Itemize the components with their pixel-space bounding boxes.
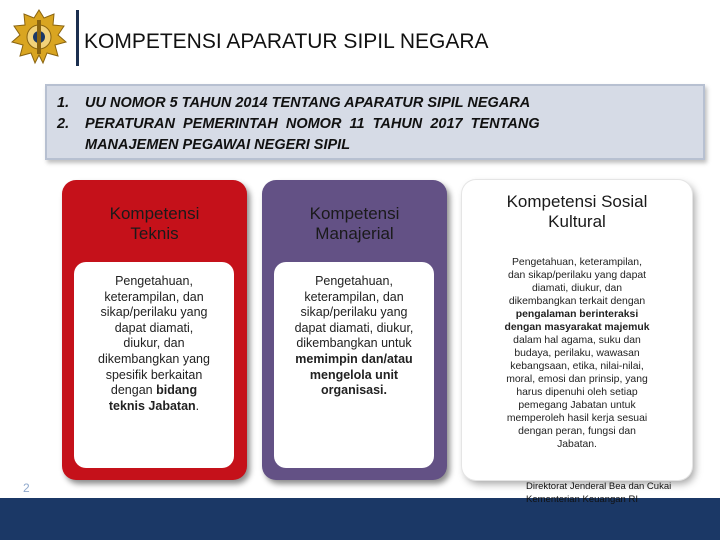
page-title: KOMPETENSI APARATUR SIPIL NEGARA	[84, 30, 489, 53]
desc-line: Pengetahuan,	[115, 274, 193, 288]
desc-line	[74, 399, 234, 415]
desc-line: memperoleh hasil kerja sesuai	[506, 413, 648, 424]
desc-line: pemegang Jabatan untuk	[518, 400, 636, 411]
desc-bold-text: bidang	[156, 383, 198, 398]
law-item-2-number: 2.	[57, 116, 70, 132]
desc-line: dikembangkan terkait dengan	[508, 296, 646, 307]
footer-org-line: Direktorat Jenderal Bea dan Cukai	[526, 481, 672, 492]
desc-line: diukur, dan	[123, 336, 185, 351]
desc-bold-line: organisasi.	[321, 383, 387, 398]
card-sosial-description	[470, 256, 684, 451]
desc-bold-line: mengelola unit	[309, 367, 399, 382]
card-kompetensi-teknis	[62, 180, 247, 480]
desc-text: .	[195, 398, 200, 413]
customs-emblem-icon	[8, 8, 70, 66]
desc-line: dapat diamati,	[114, 320, 194, 335]
law-references-box	[45, 84, 705, 160]
card-manajerial-title	[262, 204, 447, 244]
desc-line: keterampilan, dan	[304, 289, 404, 304]
desc-line: Jabatan.	[557, 439, 597, 450]
desc-text: dengan	[110, 383, 153, 398]
card-teknis-title-line: Kompetensi	[109, 204, 200, 223]
desc-line: dikembangkan yang	[98, 351, 210, 366]
card-teknis-title	[62, 204, 247, 244]
desc-line: Pengetahuan, keterampilan,	[512, 257, 642, 268]
desc-line: spesifik berkaitan	[105, 367, 203, 382]
desc-bold-line: pengalaman berinteraksi	[515, 309, 639, 320]
desc-line: sikap/perilaku yang	[300, 305, 408, 320]
footer-org-line: Kementerian Keuangan RI	[526, 494, 638, 505]
desc-line: dapat diamati, diukur,	[294, 320, 414, 335]
card-teknis-description	[74, 274, 234, 414]
desc-line: dan sikap/perilaku yang dapat	[507, 270, 647, 281]
desc-line: keterampilan, dan	[104, 289, 204, 304]
desc-line: harus dipenuhi oleh setiap	[516, 387, 638, 398]
title-divider	[76, 10, 79, 66]
card-kompetensi-manajerial	[262, 180, 447, 480]
desc-line: moral, emosi dan prinsip, yang	[506, 374, 648, 385]
desc-line: kebangsaan, etika, nilai-nilai,	[510, 361, 644, 372]
card-sosial-title-line: Kultural	[548, 212, 606, 231]
desc-line: sikap/perilaku yang	[100, 305, 208, 320]
law-item-1: UU NOMOR 5 TAHUN 2014 TENTANG APARATUR SIPIL NEGARA	[85, 95, 531, 111]
card-teknis-body	[74, 262, 234, 468]
desc-line: Pengetahuan,	[315, 274, 393, 288]
desc-line: dikembangkan untuk	[296, 336, 412, 351]
card-sosial-title-line: Kompetensi Sosial	[506, 192, 648, 211]
desc-line: diamati, diukur, dan	[531, 283, 623, 294]
law-item-1-number: 1.	[57, 95, 70, 111]
desc-line: dengan peran, fungsi dan	[518, 426, 636, 437]
law-item-2-line-2: MANAJEMEN PEGAWAI NEGERI SIPIL	[85, 137, 351, 153]
card-teknis-title-line: Teknis	[130, 224, 179, 243]
footer-organization	[526, 480, 671, 506]
card-manajerial-title-line: Manajerial	[315, 224, 394, 243]
desc-bold-line: dengan masyarakat majemuk	[504, 322, 650, 333]
desc-bold-text: teknis Jabatan	[108, 398, 196, 413]
law-item-2-line-1: PERATURAN PEMERINTAH NOMOR 11 TAHUN 2017 TENTANG	[85, 116, 540, 132]
card-sosial-title	[462, 192, 692, 232]
card-kompetensi-sosial-kultural	[462, 180, 692, 480]
desc-line	[74, 383, 234, 399]
desc-line: budaya, perilaku, wawasan	[514, 348, 640, 359]
card-manajerial-title-line: Kompetensi	[309, 204, 400, 223]
card-manajerial-description	[274, 274, 434, 399]
desc-bold-line: memimpin dan/atau	[295, 351, 413, 366]
desc-line: dalam hal agama, suku dan	[513, 335, 641, 346]
page-number: 2	[23, 481, 30, 495]
card-manajerial-body	[274, 262, 434, 468]
